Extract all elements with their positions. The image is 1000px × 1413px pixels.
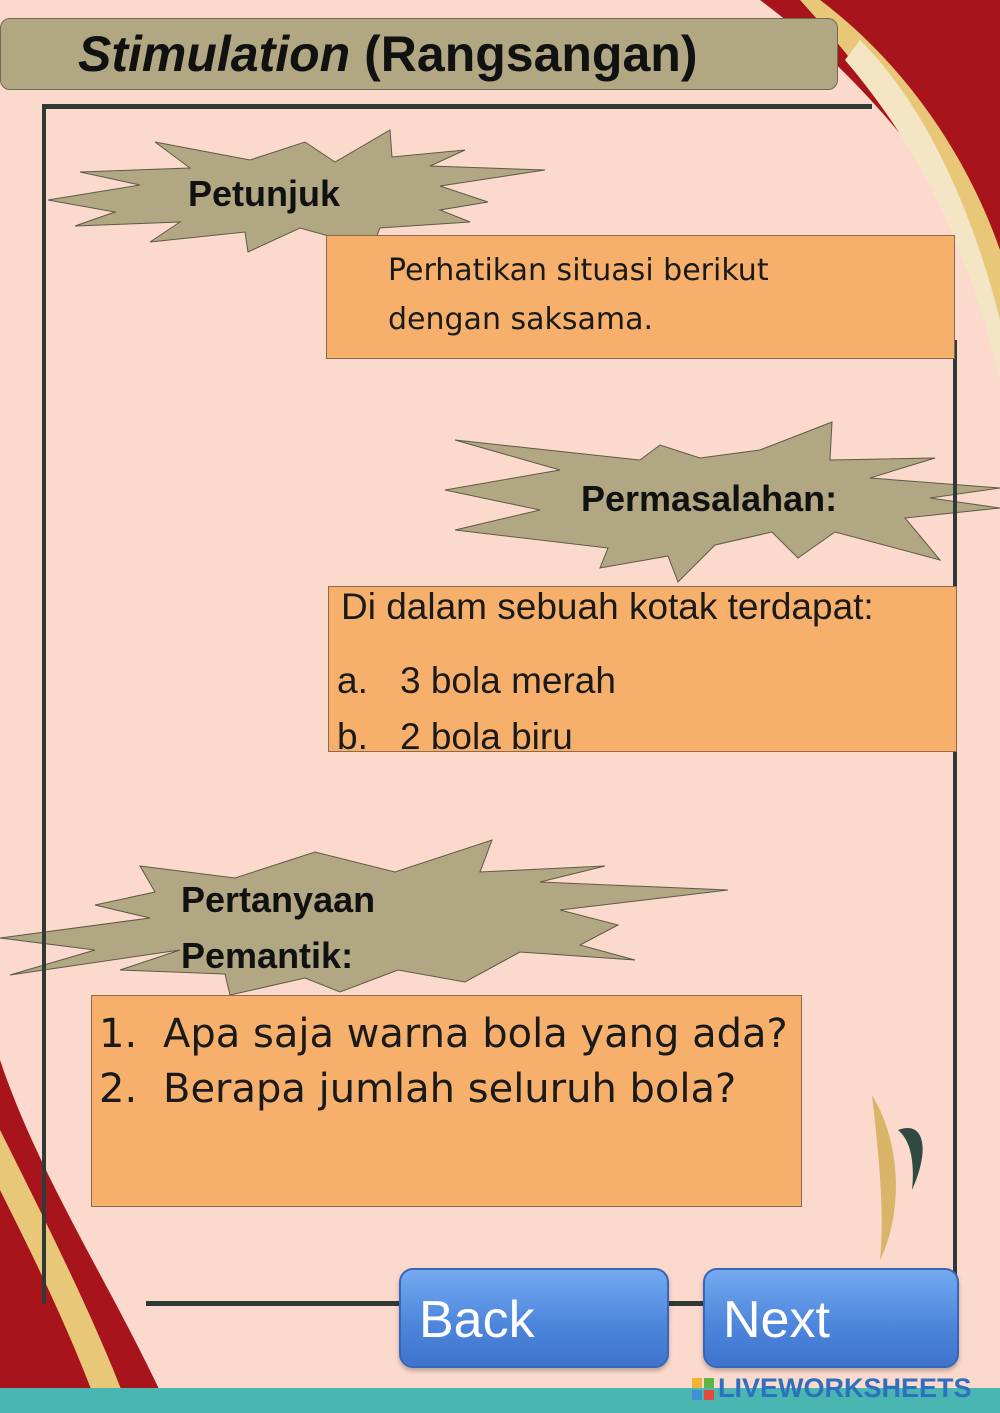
pertanyaan-item-2-marker: 2.	[99, 1066, 138, 1112]
permasalahan-item-b-text: 2 bola biru	[400, 716, 573, 757]
petunjuk-text-line2: dengan saksama.	[388, 302, 654, 337]
pertanyaan-item-2-text: Berapa jumlah seluruh bola?	[163, 1066, 737, 1112]
permasalahan-label: Permasalahan:	[581, 478, 838, 519]
page-title	[78, 24, 697, 84]
bottom-right-leaf-gold	[872, 1095, 896, 1260]
frame-border-left	[42, 104, 46, 1304]
permasalahan-item-b-marker: b.	[337, 716, 368, 757]
permasalahan-intro: Di dalam sebuah kotak terdapat:	[341, 586, 874, 627]
pertanyaan-item-1-marker: 1.	[99, 1011, 138, 1057]
petunjuk-text-line1: Perhatikan situasi berikut	[388, 253, 769, 288]
page-title-rest: (Rangsangan)	[364, 26, 698, 82]
back-button[interactable]: Back	[399, 1268, 669, 1368]
frame-border-top	[42, 104, 872, 109]
permasalahan-item-a-text: 3 bola merah	[400, 660, 616, 701]
frame-border-right	[953, 340, 957, 1300]
pertanyaan-label-line2: Pemantik:	[181, 935, 354, 976]
page-title-italic: Stimulation	[78, 26, 351, 82]
liveworksheets-brand	[692, 1373, 972, 1403]
bottom-right-leaf-dark	[898, 1128, 923, 1190]
pertanyaan-item-1-text: Apa saja warna bola yang ada?	[163, 1011, 788, 1057]
pertanyaan-label-line1: Pertanyaan	[181, 879, 376, 920]
permasalahan-item-a-marker: a.	[337, 660, 368, 701]
petunjuk-label: Petunjuk	[188, 173, 341, 214]
next-button[interactable]: Next	[703, 1268, 959, 1368]
liveworksheets-logo-icon	[692, 1378, 714, 1400]
liveworksheets-wordmark: LIVEWORKSHEETS	[718, 1373, 972, 1403]
